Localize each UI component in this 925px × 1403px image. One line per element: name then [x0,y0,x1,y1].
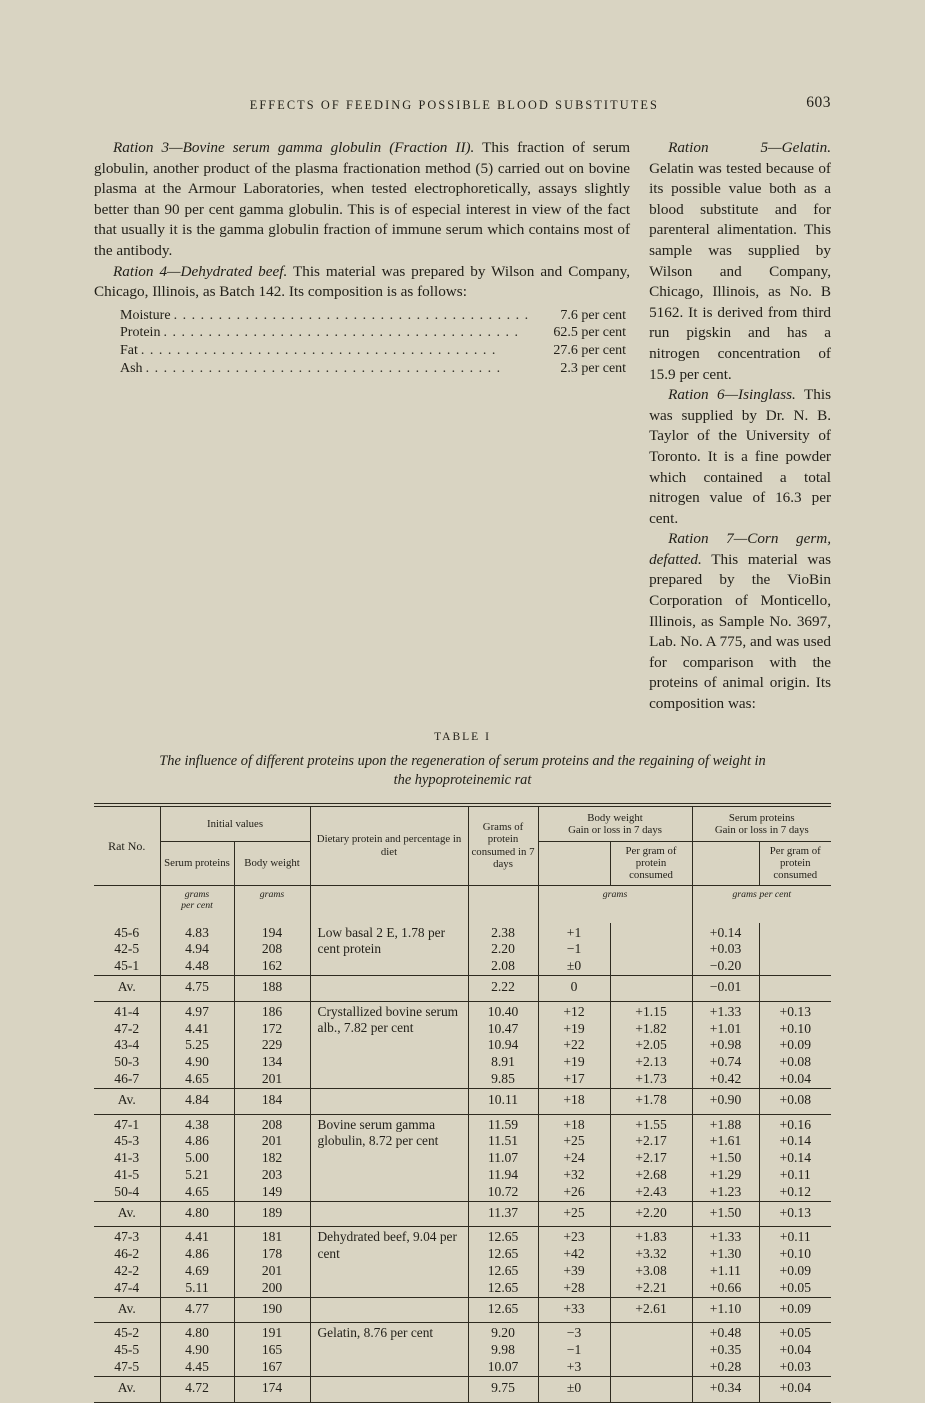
paragraph-ration-3 [94,138,630,262]
cell-grams-consumed: 12.65 [468,1227,538,1246]
cell-sp-gain: +1.33 [692,1001,759,1020]
diet-cell-empty [310,1201,468,1227]
cell-body-weight: 174 [234,1376,310,1402]
cell-rat-no: 46-7 [94,1071,160,1088]
col-header-serum-proteins-gain [692,806,831,841]
paragraph-lead: Ration 3—Bovine serum gamma globulin (Fraction II). [113,139,475,156]
cell-bw-gain: +12 [538,1001,610,1020]
cell-sp-gain-per-gram: +0.11 [779,1167,811,1182]
units-blank [94,885,160,923]
cell-rat-no: 47-2 [94,1021,160,1038]
average-row [94,1201,831,1227]
cell-sp-gain-per-gram [759,941,831,958]
paragraph-lead: Ration 4—Dehydrated beef. [113,262,288,280]
cell-sp-gain-per-gram: +0.09 [779,1262,811,1278]
cell-bw-gain: +39 [538,1263,610,1280]
cell-bw-gain-per-gram: +1.73 [610,1071,692,1088]
cell-grams-consumed: 11.07 [468,1150,538,1167]
cell-sp-gain-per-gram: +0.04 [779,1342,811,1358]
cell-bw-gain: ±0 [538,1376,610,1402]
cell-bw-gain: ±0 [538,958,610,975]
cell-sp-gain-per-gram: +0.11 [779,1229,811,1245]
composition-label: Ash [120,360,143,376]
diet-cell: Crystallized bovine serum alb., 7.82 per cent [310,1001,468,1088]
header-line: Serum proteins [728,811,795,824]
cell-body-weight: 208 [234,941,310,958]
paragraph-lead: Ration 7—Corn germ, defatted. [649,530,831,568]
cell-sp-gain: +0.48 [692,1323,759,1342]
cell-sp-gain-per-gram: +0.10 [779,1020,811,1036]
dot-leader [174,307,530,325]
cell-body-weight: 184 [234,1088,310,1114]
col-header-body-weight: Body weight [234,842,310,886]
cell-rat-no: Av. [94,976,160,1002]
cell-grams-consumed: 9.75 [468,1376,538,1402]
cell-serum-proteins: 4.75 [160,976,234,1002]
cell-serum-proteins: 4.80 [160,1201,234,1227]
composition-row [120,342,626,360]
col-header-per-gram-sp: Per gram of protein consumed [759,842,831,886]
cell-sp-gain: +1.10 [692,1297,759,1323]
page-content [94,94,831,1403]
dot-leader [163,324,529,342]
data-row [94,1323,831,1342]
units-sp-gain: grams per cent [732,888,792,900]
cell-grams-consumed: 11.94 [468,1167,538,1184]
cell-grams-consumed: 10.47 [468,1021,538,1038]
unit-line: grams [184,888,210,900]
cell-bw-gain-per-gram: +2.05 [610,1037,692,1054]
cell-bw-gain: 0 [538,976,610,1002]
cell-serum-proteins: 4.38 [160,1114,234,1133]
cell-body-weight: 182 [234,1150,310,1167]
composition-label: Fat [120,342,138,358]
cell-bw-gain: +19 [538,1021,610,1038]
cell-sp-gain-per-gram: +0.09 [779,1037,811,1053]
cell-bw-gain: +26 [538,1184,610,1201]
cell-grams-consumed: 11.51 [468,1133,538,1150]
cell-rat-no: 43-4 [94,1037,160,1054]
cell-rat-no: 42-2 [94,1263,160,1280]
diet-cell-empty [310,1088,468,1114]
cell-sp-gain-per-gram [759,923,831,942]
cell-bw-gain-per-gram: +3.08 [610,1263,692,1280]
units-blank [310,885,468,923]
cell-serum-proteins: 4.77 [160,1297,234,1323]
data-table [94,806,831,1403]
table-header [94,806,831,885]
cell-body-weight: 201 [234,1071,310,1088]
col-header-rat-no: Rat No. [94,806,160,885]
cell-body-weight: 165 [234,1342,310,1359]
cell-sp-gain-per-gram: +0.13 [759,1201,831,1227]
cell-body-weight: 201 [234,1263,310,1280]
cell-sp-gain: +0.66 [692,1280,759,1297]
cell-sp-gain: +0.03 [692,941,759,958]
col-header-serum-proteins: Serum proteins [160,842,234,886]
cell-bw-gain-per-gram: +2.43 [610,1184,692,1201]
cell-grams-consumed: 9.85 [468,1071,538,1088]
cell-rat-no: 45-1 [94,958,160,975]
cell-bw-gain-per-gram: +3.32 [610,1246,692,1263]
cell-serum-proteins: 4.84 [160,1088,234,1114]
cell-rat-no: 41-5 [94,1167,160,1184]
cell-bw-gain: −1 [538,1342,610,1359]
cell-bw-gain: +18 [538,1088,610,1114]
cell-body-weight: 194 [234,923,310,942]
cell-bw-gain-per-gram: +2.68 [610,1167,692,1184]
cell-sp-gain: +1.88 [692,1114,759,1133]
cell-grams-consumed: 2.22 [468,976,538,1002]
composition-row [120,307,626,325]
diet-cell: Dehydrated beef, 9.04 per cent [310,1227,468,1297]
composition-value: 62.5 per cent [553,325,627,341]
cell-sp-gain: +1.50 [692,1150,759,1167]
cell-body-weight: 188 [234,976,310,1002]
units-bw-gain: grams [538,885,692,923]
cell-bw-gain-per-gram: +2.21 [610,1280,692,1297]
diet-cell-empty [310,1376,468,1402]
cell-rat-no: 41-4 [94,1001,160,1020]
cell-grams-consumed: 10.72 [468,1184,538,1201]
cell-body-weight: 208 [234,1114,310,1133]
dot-leader [146,360,530,378]
paragraph-text: This fraction of serum globulin, another product of the plasma fractionation method (5) carried out on bovine plasma at the Armour Laboratories, when tested electrophoretically, assays slightly better than 90 per cent gamma globulin. This is of especial interest in view of the fact that usually it is the gamma globulin fraction of immune serum which contains most of the antibody. [94,139,631,259]
units-row [94,885,831,923]
cell-grams-consumed: 12.65 [468,1263,538,1280]
cell-body-weight: 167 [234,1359,310,1376]
cell-body-weight: 149 [234,1184,310,1201]
cell-bw-gain-per-gram [610,1323,692,1342]
cell-bw-gain: +33 [538,1297,610,1323]
cell-sp-gain-per-gram: +0.16 [779,1116,811,1132]
cell-body-weight: 178 [234,1246,310,1263]
dot-leader [141,342,529,360]
cell-sp-gain: +1.29 [692,1167,759,1184]
diet-cell-empty [310,976,468,1002]
header-line: Body weight [587,811,643,824]
cell-sp-gain-per-gram: +0.14 [779,1133,811,1149]
cell-sp-gain: +0.98 [692,1037,759,1054]
cell-sp-gain: +0.34 [692,1376,759,1402]
cell-serum-proteins: 4.90 [160,1054,234,1071]
table-title: TABLE I [434,730,491,743]
cell-bw-gain: +25 [538,1201,610,1227]
cell-bw-gain: −1 [538,941,610,958]
cell-serum-proteins: 4.72 [160,1376,234,1402]
cell-bw-gain: −3 [538,1323,610,1342]
cell-body-weight: 186 [234,1001,310,1020]
cell-sp-gain-per-gram: +0.04 [779,1071,811,1087]
cell-rat-no: Av. [94,1201,160,1227]
cell-sp-gain-per-gram: +0.05 [779,1325,811,1341]
cell-sp-gain-per-gram [759,976,831,1002]
paragraph-lead: Ration 5—Gelatin. [668,139,831,156]
cell-rat-no: 46-2 [94,1246,160,1263]
cell-sp-gain-per-gram: +0.04 [759,1376,831,1402]
cell-bw-gain-per-gram [610,976,692,1002]
cell-body-weight: 190 [234,1297,310,1323]
cell-rat-no: Av. [94,1088,160,1114]
cell-serum-proteins: 5.25 [160,1037,234,1054]
cell-body-weight: 200 [234,1280,310,1297]
cell-bw-gain-per-gram: +1.55 [610,1114,692,1133]
cell-rat-no: 41-3 [94,1150,160,1167]
cell-sp-gain: +0.42 [692,1071,759,1088]
cell-sp-gain-per-gram: +0.08 [759,1088,831,1114]
cell-grams-consumed: 12.65 [468,1246,538,1263]
running-head [94,94,831,118]
cell-rat-no: 47-1 [94,1114,160,1133]
unit-line: per cent [181,899,213,911]
col-header-grams-consumed: Grams of protein consumed in 7 days [468,806,538,885]
cell-body-weight: 181 [234,1227,310,1246]
paragraph-text: Gelatin was tested because of its possible value both as a blood substitute and for parenteral alimentation. This sample was supplied by Wilson and Company, Chicago, Illinois, as No. B 5162. It is derived from third run pigskin and has a nitrogen concentration of 15.9 per cent. [649,159,831,383]
cell-body-weight: 134 [234,1054,310,1071]
paragraph-ration-5 [649,138,831,385]
data-row [94,1001,831,1020]
diet-cell: Bovine serum gamma globulin, 8.72 per cent [310,1114,468,1201]
col-header-initial-values: Initial values [160,806,310,841]
cell-serum-proteins: 4.83 [160,923,234,942]
cell-sp-gain: +0.14 [692,923,759,942]
cell-serum-proteins: 4.80 [160,1323,234,1342]
cell-sp-gain: +1.23 [692,1184,759,1201]
composition-list [120,307,626,377]
cell-rat-no: 50-4 [94,1184,160,1201]
col-header-per-gram-bw: Per gram of protein consumed [610,842,692,886]
average-row [94,1297,831,1323]
cell-serum-proteins: 4.41 [160,1227,234,1246]
cell-bw-gain: +24 [538,1150,610,1167]
cell-rat-no: Av. [94,1297,160,1323]
paragraph-ration-6 [649,385,831,529]
units-serum-proteins [160,885,234,923]
cell-serum-proteins: 4.69 [160,1263,234,1280]
cell-rat-no: 47-4 [94,1280,160,1297]
cell-bw-gain: +22 [538,1037,610,1054]
cell-sp-gain-per-gram: +0.10 [779,1246,811,1262]
cell-serum-proteins: 4.65 [160,1071,234,1088]
cell-body-weight: 191 [234,1323,310,1342]
cell-sp-gain: +1.61 [692,1133,759,1150]
cell-bw-gain: +32 [538,1167,610,1184]
cell-rat-no: 47-5 [94,1359,160,1376]
cell-body-weight: 189 [234,1201,310,1227]
cell-bw-gain: +42 [538,1246,610,1263]
cell-bw-gain-per-gram: +2.17 [610,1133,692,1150]
cell-sp-gain: +1.11 [692,1263,759,1280]
cell-serum-proteins: 4.48 [160,958,234,975]
cell-bw-gain-per-gram [610,1376,692,1402]
col-header-body-weight-gain [538,806,692,841]
cell-bw-gain: +18 [538,1114,610,1133]
cell-rat-no: Av. [94,1376,160,1402]
units-blank [468,885,538,923]
cell-serum-proteins: 4.97 [160,1001,234,1020]
cell-bw-gain: +1 [538,923,610,942]
paragraph-ration-4 [94,262,630,303]
cell-sp-gain: +1.33 [692,1227,759,1246]
table-caption: The influence of different proteins upon the regeneration of serum proteins and the regaining of weight in the hypoproteinemic rat [159,752,766,788]
cell-serum-proteins: 4.45 [160,1359,234,1376]
cell-grams-consumed: 8.91 [468,1054,538,1071]
cell-sp-gain: −0.01 [692,976,759,1002]
cell-bw-gain: +25 [538,1133,610,1150]
cell-bw-gain-per-gram [610,923,692,942]
cell-grams-consumed: 9.98 [468,1342,538,1359]
cell-serum-proteins: 5.00 [160,1150,234,1167]
col-header-dietary-protein: Dietary protein and percentage in diet [310,806,468,885]
cell-sp-gain: +1.30 [692,1246,759,1263]
composition-label: Protein [120,325,161,341]
cell-serum-proteins: 4.90 [160,1342,234,1359]
cell-bw-gain-per-gram [610,958,692,975]
data-table-wrap [94,803,831,1403]
cell-sp-gain: +0.90 [692,1088,759,1114]
cell-bw-gain: +19 [538,1054,610,1071]
cell-body-weight: 203 [234,1167,310,1184]
composition-value: 2.3 per cent [560,360,627,376]
cell-body-weight: 172 [234,1021,310,1038]
cell-sp-gain: +0.28 [692,1359,759,1376]
left-column [94,138,630,715]
cell-rat-no: 45-2 [94,1323,160,1342]
cell-body-weight: 201 [234,1133,310,1150]
table-body [94,885,831,1402]
cell-serum-proteins: 4.86 [160,1133,234,1150]
paragraph-text: This material was prepared by Wilson and Company, Chicago, Illinois, as Batch 142. Its composition is as follows: [94,262,631,301]
col-header-blank [538,842,610,886]
cell-bw-gain-per-gram: +2.61 [610,1297,692,1323]
cell-sp-gain-per-gram: +0.03 [779,1358,811,1374]
average-row [94,976,831,1002]
cell-sp-gain: +0.35 [692,1342,759,1359]
cell-serum-proteins: 4.41 [160,1021,234,1038]
data-row [94,923,831,942]
composition-label: Moisture [120,307,171,323]
cell-rat-no: 45-3 [94,1133,160,1150]
cell-bw-gain-per-gram: +2.20 [610,1201,692,1227]
cell-body-weight: 229 [234,1037,310,1054]
composition-row [120,324,626,342]
composition-row [120,360,626,378]
cell-sp-gain-per-gram: +0.14 [779,1150,811,1166]
cell-grams-consumed: 11.59 [468,1114,538,1133]
cell-bw-gain-per-gram [610,1342,692,1359]
cell-rat-no: 47-3 [94,1227,160,1246]
header-row-groups [94,806,831,841]
cell-rat-no: 45-6 [94,923,160,942]
cell-bw-gain-per-gram [610,941,692,958]
cell-bw-gain-per-gram: +1.83 [610,1227,692,1246]
paragraph-text: This was supplied by Dr. N. B. Taylor of the University of Toronto. It is a fine powder which contained a total nitrogen value of 16.3 per cent. [649,386,831,527]
cell-serum-proteins: 4.86 [160,1246,234,1263]
right-column [649,138,831,715]
diet-cell-empty [310,1297,468,1323]
units-body-weight: grams [234,885,310,923]
paragraph-lead: Ration 6—Isinglass. [668,386,796,404]
cell-bw-gain-per-gram [610,1359,692,1376]
cell-grams-consumed: 9.20 [468,1323,538,1342]
cell-sp-gain-per-gram: +0.09 [759,1297,831,1323]
cell-bw-gain: +17 [538,1071,610,1088]
cell-sp-gain: +1.01 [692,1021,759,1038]
table-section [94,731,831,1403]
average-row [94,1088,831,1114]
composition-value: 7.6 per cent [560,307,627,323]
cell-rat-no: 42-5 [94,941,160,958]
cell-grams-consumed: 12.65 [468,1297,538,1323]
cell-rat-no: 45-5 [94,1342,160,1359]
cell-grams-consumed: 2.38 [468,923,538,942]
cell-bw-gain-per-gram: +2.13 [610,1054,692,1071]
cell-serum-proteins: 4.94 [160,941,234,958]
cell-sp-gain-per-gram: +0.12 [779,1183,811,1199]
paragraph-text: This material was prepared by the VioBin Corporation of Monticello, Illinois, as Sample No. 3697, Lab. No. A 775, and was used for comparison with the proteins of animal origin. Its composition was: [649,550,831,713]
text-columns [94,138,831,715]
cell-bw-gain-per-gram: +2.17 [610,1150,692,1167]
col-header-blank [692,842,759,886]
data-row [94,1227,831,1246]
cell-bw-gain: +3 [538,1359,610,1376]
cell-serum-proteins: 5.11 [160,1280,234,1297]
page-number: 603 [806,94,831,111]
cell-bw-gain: +23 [538,1227,610,1246]
cell-grams-consumed: 10.40 [468,1001,538,1020]
data-row [94,1114,831,1133]
paragraph-ration-7 [649,529,831,714]
cell-sp-gain: +1.50 [692,1201,759,1227]
cell-grams-consumed: 10.07 [468,1359,538,1376]
cell-grams-consumed: 2.08 [468,958,538,975]
cell-bw-gain-per-gram: +1.82 [610,1021,692,1038]
cell-body-weight: 162 [234,958,310,975]
cell-sp-gain-per-gram [759,958,831,975]
diet-cell: Low basal 2 E, 1.78 per cent protein [310,923,468,976]
cell-sp-gain-per-gram: +0.08 [779,1054,811,1070]
cell-sp-gain: −0.20 [692,958,759,975]
cell-rat-no: 50-3 [94,1054,160,1071]
cell-bw-gain-per-gram: +1.15 [610,1001,692,1020]
cell-grams-consumed: 11.37 [468,1201,538,1227]
header-line: Gain or loss in 7 days [568,823,662,836]
average-row [94,1376,831,1402]
diet-cell: Gelatin, 8.76 per cent [310,1323,468,1376]
running-head-title: EFFECTS OF FEEDING POSSIBLE BLOOD SUBSTITUTES [249,98,659,112]
cell-bw-gain: +28 [538,1280,610,1297]
cell-grams-consumed: 12.65 [468,1280,538,1297]
composition-value: 27.6 per cent [553,342,627,358]
cell-sp-gain: +0.74 [692,1054,759,1071]
cell-serum-proteins: 4.65 [160,1184,234,1201]
cell-bw-gain-per-gram: +1.78 [610,1088,692,1114]
cell-sp-gain-per-gram: +0.13 [779,1003,811,1019]
cell-grams-consumed: 10.94 [468,1037,538,1054]
header-line: Gain or loss in 7 days [714,823,809,836]
cell-grams-consumed: 2.20 [468,941,538,958]
cell-sp-gain-per-gram: +0.05 [779,1279,811,1295]
cell-grams-consumed: 10.11 [468,1088,538,1114]
cell-serum-proteins: 5.21 [160,1167,234,1184]
